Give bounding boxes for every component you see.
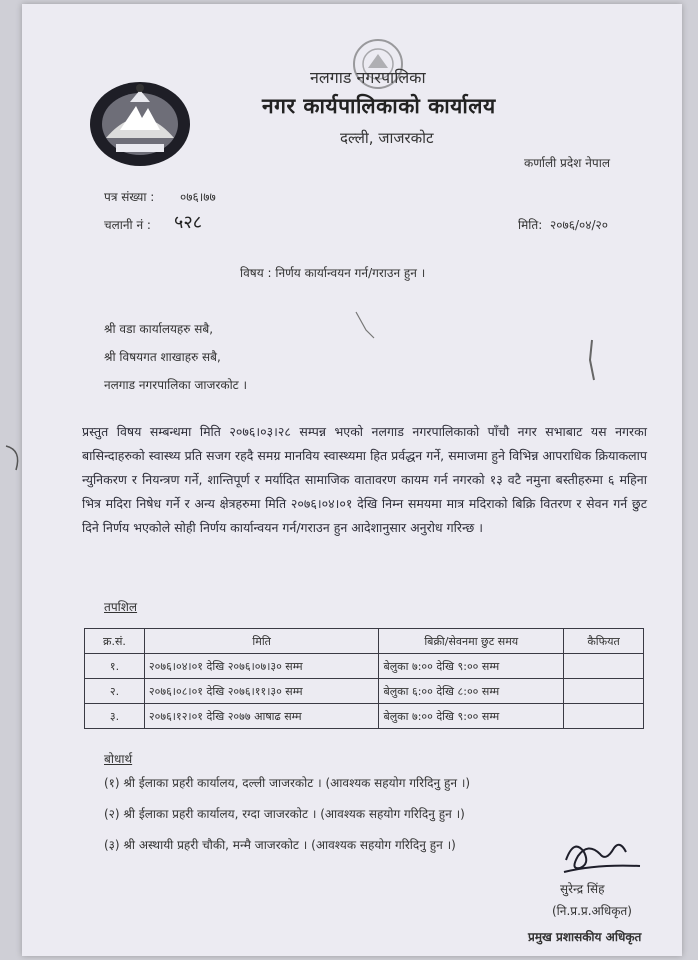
signatory-title: (नि.प्र.प्र.अधिकृत) [552,904,632,918]
office-location: दल्ली, जाजरकोट [340,129,434,147]
scan-mark-icon [2,440,28,480]
table-cell: २०७६।१२।०१ देखि २०७७ आषाढ सम्म [144,704,379,729]
signature-scribble-icon [556,830,646,880]
ink-mark-icon [580,336,604,386]
date-value: २०७६/०४/२० [550,218,609,232]
recipient-line: श्री विषयगत शाखाहरु सबै, [104,350,221,364]
letter-body: प्रस्तुत विषय सम्बन्धमा मिति २०७६।०३।२८ सम्पन्न भएको नलगाड नगरपालिकाको पाँचौ नगर सभाबाट यस नगरका बासिन्दाहरुको स्वास्थ्य प्रति सजग रहदै समग्र मानविय स्वास्थ्यमा हित प्रर्वद्धन गर्ने, समाजमा हुने विभिन्न आपराधिक क्रियाकलाप न्युनिकरण र नियन्त्रण गर्ने, शान्तिपूर्ण र मर्यादित सामाजिक वातावरण कायम गर्न नगरको १३ वटै नमुना बस्तीहरुमा ६ महिना भित्र मदिरा निषेध गर्ने र अन्य क्षेत्रहरुमा मिति २०७६।०४।०१ देखि निम्न समयमा मात्र मदिराको बिक्रि वितरण र सेवन गर्न छुट दिने निर्णय भएकोले सोही निर्णय कार्यान्वयन गर्न/गराउन हुन आदेशानुसार अनुरोध गरिन्छ । [82,424,647,535]
municipality-name: नलगाड नगरपालिका [310,68,426,87]
province-label: कर्णाली प्रदेश नेपाल [524,156,610,170]
cc-item: (३) श्री अस्थायी प्रहरी चौकी, मन्मै जाजरकोट । (आवश्यक सहयोग गरिदिनु हुन ।) [104,838,456,852]
recipient-line: नलगाड नगरपालिका जाजरकोट । [104,378,248,392]
table-header-cell: मिति [144,629,379,654]
patra-label: पत्र संख्या : [104,190,155,204]
cc-item: (२) श्री ईलाका प्रहरी कार्यालय, रग्दा जाजरकोट । (आवश्यक सहयोग गरिदिनु हुन ।) [104,807,465,821]
table-header-cell: क्र.सं. [85,629,145,654]
table-header-cell: बिक्री/सेवनमा छुट समय [379,629,564,654]
patra-value: ०७६।७७ [180,190,216,204]
schedule-table [84,628,644,729]
table-row [85,679,644,704]
table-cell: १. [85,654,145,679]
chalani-value: ५२८ [174,212,203,233]
signatory-name: सुरेन्द्र सिंह [560,882,605,896]
table-row [85,654,644,679]
table-cell: बेलुका ७:०० देखि ९:०० सम्म [379,704,564,729]
table-cell: ३. [85,704,145,729]
government-emblem-icon [86,78,194,170]
table-header-row [85,629,644,654]
signatory-designation: प्रमुख प्रशासकीय अधिकृत [528,930,642,944]
recipient-line: श्री वडा कार्यालयहरु सबै, [104,322,214,336]
cc-item: (१) श्री ईलाका प्रहरी कार्यालय, दल्ली जाजरकोट । (आवश्यक सहयोग गरिदिनु हुन ।) [104,776,471,790]
table-cell [564,704,644,729]
table-cell [564,679,644,704]
table-cell: २०७६।०८।०१ देखि २०७६।११।३० सम्म [144,679,379,704]
office-title: नगर कार्यपालिकाको कार्यालय [262,94,496,118]
subject-line: विषय : निर्णय कार्यान्वयन गर्न/गराउन हुन । [240,266,426,280]
table-header-cell: कैफियत [564,629,644,654]
table-cell: २. [85,679,145,704]
table-cell: बेलुका ६:०० देखि ८:०० सम्म [379,679,564,704]
table-row [85,704,644,729]
cc-label: बोधार्थ [104,752,133,766]
date-label: मिति: [518,218,543,232]
chalani-label: चलानी नं : [104,218,151,232]
ink-mark-icon [352,308,382,344]
table-cell: बेलुका ७:०० देखि ९:०० सम्म [379,654,564,679]
table-cell [564,654,644,679]
tapasil-label: तपशिल [104,600,138,614]
table-cell: २०७६।०४।०१ देखि २०७६।०७।३० सम्म [144,654,379,679]
